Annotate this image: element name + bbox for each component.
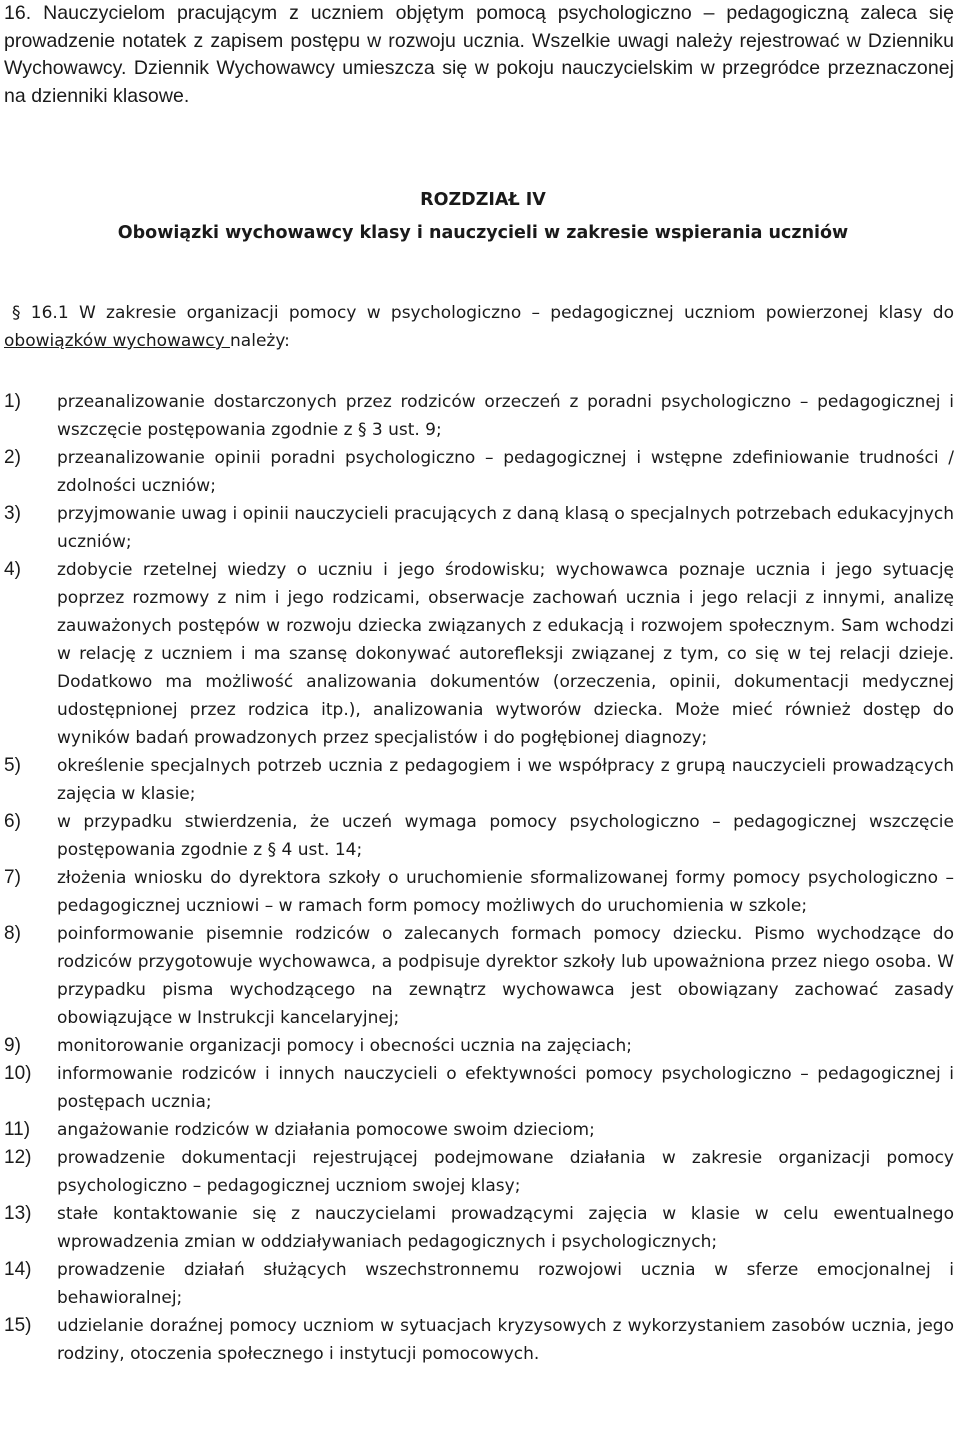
list-item-marker: 9) <box>4 1035 21 1056</box>
list-item-marker: 6) <box>4 811 21 832</box>
list-item-text: monitorowanie organizacji pomocy i obecności ucznia na zajęciach; <box>57 1036 632 1056</box>
list-item-text: informowanie rodziców i innych nauczycieli o efektywności pomocy psychologiczno – pedagogicznej i postępach ucznia; <box>57 1064 954 1112</box>
list-item-text: prowadzenie działań służących wszechstronnemu rozwojowi ucznia w sferze emocjonalnej i behawioralnej; <box>57 1260 954 1308</box>
list-item <box>4 556 954 752</box>
list-item <box>4 444 954 500</box>
duties-list <box>4 388 954 1368</box>
list-item <box>4 1060 954 1116</box>
list-item <box>4 388 954 444</box>
list-item <box>4 500 954 556</box>
list-item <box>4 864 954 920</box>
list-item-text: prowadzenie dokumentacji rejestrującej podejmowane działania w zakresie organizacji pomocy psychologiczno – pedagogicznej uczniom swojej klasy; <box>57 1148 954 1196</box>
list-item-text: przyjmowanie uwag i opinii nauczycieli pracujących z daną klasą o specjalnych potrzebach edukacyjnych uczniów; <box>57 504 954 552</box>
list-item-text: zdobycie rzetelnej wiedzy o uczniu i jego środowisku; wychowawca poznaje ucznia i jego sytuację poprzez rozmowy z nim i jego rodzicami, obserwacje zachowań ucznia i jego relacji z innymi, analizę zauważonych postępów w rozwoju dziecka związanych z edukacją i rozwojem społecznym. Sam wchodzi w relację z uczniem i ma szansę dokonywać autorefleksji związanej z tym, co się w tej relacji dzieje. Dodatkowo ma możliwość analizowania dokumentów (orzeczenia, opinii, dokumentacji medycznej udostępnionej przez rodzica itp.), analizowania wytworów dziecka. Może mieć również dostęp do wyników badań prowadzonych przez specjalistów i do pogłębionej diagnozy; <box>57 560 954 748</box>
list-item-marker: 15) <box>4 1315 32 1336</box>
list-item-marker: 12) <box>4 1147 32 1168</box>
section-lead-paragraph <box>4 299 954 355</box>
list-item-text: złożenia wniosku do dyrektora szkoły o uruchomienie sformalizowanej formy pomocy psychologiczno – pedagogicznej uczniowi – w ramach form pomocy możliwych do uruchomienia w szkole; <box>57 868 954 916</box>
section-number: § 16.1 <box>12 303 69 323</box>
section-text-before: W zakresie organizacji pomocy w psychologiczno – pedagogicznej uczniom powierzonej klasy do <box>68 303 955 323</box>
list-item-marker: 11) <box>4 1119 31 1140</box>
list-item-marker: 3) <box>4 503 21 524</box>
list-item <box>4 1256 954 1312</box>
list-item-text: określenie specjalnych potrzeb ucznia z pedagogiem i we współpracy z grupą nauczycieli prowadzących zajęcia w klasie; <box>57 756 954 804</box>
list-item-marker: 8) <box>4 923 21 944</box>
list-item-marker: 13) <box>4 1203 32 1224</box>
list-item-marker: 4) <box>4 559 21 580</box>
list-item <box>4 1144 954 1200</box>
list-item-text: przeanalizowanie dostarczonych przez rodziców orzeczeń z poradni psychologiczno – pedagogicznej i wszczęcie postępowania zgodnie z § 3 ust. 9; <box>57 392 954 440</box>
list-item <box>4 1032 954 1060</box>
list-item-text: poinformowanie pisemnie rodziców o zalecanych formach pomocy dziecku. Pismo wychodzące do rodziców przygotowuje wychowawca, a podpisuje dyrektor szkoły lub upoważniona przez niego osoba. W przypadku pisma wychodzącego na zewnątrz wychowawca jest obowiązany zachować zasady obowiązujące w Instrukcji kancelaryjnej; <box>57 924 954 1028</box>
list-item <box>4 1312 954 1368</box>
list-item-text: udzielanie doraźnej pomocy uczniom w sytuacjach kryzysowych z wykorzystaniem zasobów ucznia, jego rodziny, otoczenia społecznego i instytucji pomocowych. <box>57 1316 954 1364</box>
list-item-marker: 5) <box>4 755 21 776</box>
list-item-text: stałe kontaktowanie się z nauczycielami prowadzącymi zajęcia w klasie w celu ewentualnego wprowadzenia zmian w oddziaływaniach pedagogicznych i psychologicznych; <box>57 1204 954 1252</box>
list-item-marker: 7) <box>4 867 21 888</box>
list-item <box>4 808 954 864</box>
chapter-number: ROZDZIAŁ IV <box>420 190 546 210</box>
list-item-text: w przypadku stwierdzenia, że uczeń wymaga pomocy psychologiczno – pedagogicznej wszczęcie postępowania zgodnie z § 4 ust. 14; <box>57 812 954 860</box>
section-text-underlined: obowiązków wychowawcy <box>4 331 231 351</box>
list-item <box>4 920 954 1032</box>
section-text-after: należy: <box>230 331 290 351</box>
chapter-heading <box>4 184 954 250</box>
chapter-title: Obowiązki wychowawcy klasy i nauczycieli w zakresie wspierania uczniów <box>117 223 849 243</box>
list-item-marker: 14) <box>4 1259 32 1280</box>
intro-paragraph: 16. Nauczycielom pracującym z uczniem objętym pomocą psychologiczno – pedagogiczną zaleca się prowadzenie notatek z zapisem postępu w rozwoju ucznia. Wszelkie uwagi należy rejestrować w Dzienniku Wychowawcy. Dziennik Wychowawcy umieszcza się w pokoju nauczycielskim w przegródce przeznaczonej na dzienniki klasowe. <box>4 2 954 107</box>
list-item-text: przeanalizowanie opinii poradni psychologiczno – pedagogicznej i wstępne zdefiniowanie trudności / zdolności uczniów; <box>57 448 954 496</box>
list-item-marker: 2) <box>4 447 21 468</box>
list-item <box>4 1200 954 1256</box>
list-item <box>4 752 954 808</box>
list-item-text: angażowanie rodziców w działania pomocowe swoim dzieciom; <box>57 1120 595 1140</box>
list-item-marker: 1) <box>4 391 21 412</box>
list-item <box>4 1116 954 1144</box>
list-item-marker: 10) <box>4 1063 32 1084</box>
